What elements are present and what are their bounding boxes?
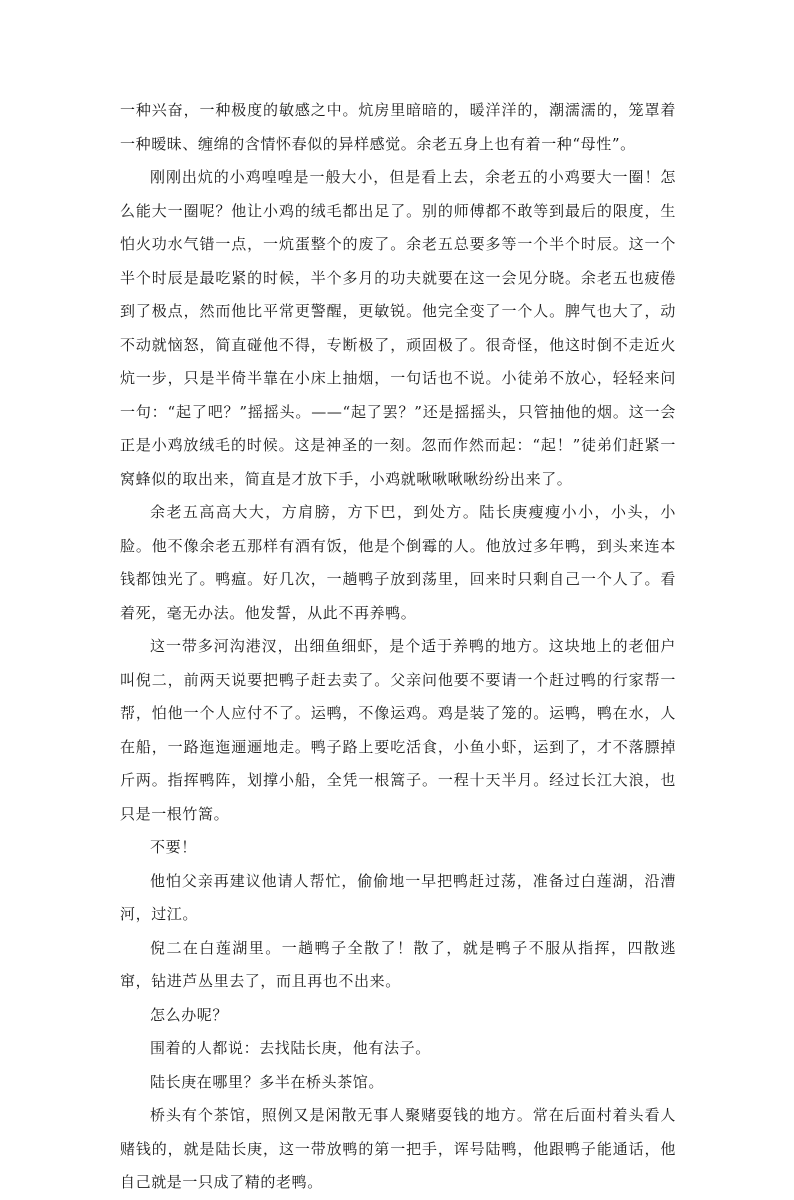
document-body (120, 94, 676, 1200)
paragraph-1: 一种兴奋，一种极度的敏感之中。炕房里暗暗的，暖洋洋的，潮濡濡的，笼罩着一种暧昧、缠绵的含情怀春似的异样感觉。余老五身上也有着一种“母性”。 (120, 101, 676, 153)
paragraph-8: 怎么办呢？ (150, 1005, 229, 1024)
paragraph-6: 他怕父亲再建议他请人帮忙，偷偷地一早把鸭赶过荡，准备过白莲湖，沿漕河，过江。 (120, 871, 676, 923)
paragraph-2: 刚刚出炕的小鸡喤喤是一般大小，但是看上去，余老五的小鸡要大一圈！怎么能大一圈呢？他让小鸡的绒毛都出足了。别的师傅都不敢等到最后的限度，生怕火功水气错一点，一炕蛋整个的废了。余老五总要多等一个半个时辰。这一个半个时辰是最吃紧的时候，半个多月的功夫就要在这一会见分晓。余老五也疲倦到了极点，然而他比平常更警醒，更敏锐。他完全变了一个人。脾气也大了，动不动就恼怒，简直碰他不得，专断极了，顽固极了。很奇怪，他这时倒不走近火炕一步，只是半倚半靠在小床上抽烟，一句话也不说。小徒弟不放心，轻轻来问一句：“起了吧？”摇摇头。——“起了罢？”还是摇摇头，只管抽他的烟。这一会正是小鸡放绒毛的时候。这是神圣的一刻。忽而作然而起：“起！”徒弟们赶紧一窝蜂似的取出来，简直是才放下手，小鸡就啾啾啾啾纷纷出来了。 (120, 168, 676, 488)
paragraph-11: 桥头有个茶馆，照例又是闲散无事人聚赌耍钱的地方。常在后面村着头看人赌钱的，就是陆长庚，这一带放鸭的第一把手，诨号陆鸭，他跟鸭子能通话，他自己就是一只成了精的老鸭。 (120, 1106, 676, 1191)
paragraph-10: 陆长庚在哪里？多半在桥头茶馆。 (150, 1072, 385, 1091)
paragraph-9: 围着的人都说：去找陆长庚，他有法子。 (150, 1039, 431, 1057)
paragraph-5: 不要！ (150, 838, 197, 856)
paragraph-3: 余老五高高大大，方肩膀，方下巴，到处方。陆长庚瘦瘦小小，小头，小脸。他不像余老五那样有酒有饭，他是个倒霉的人。他放过多年鸭，到头来连本钱都蚀光了。鸭瘟。好几次，一趟鸭子放到荡里，回来时只剩自己一个人了。看着死，毫无办法。他发誓，从此不再养鸭。 (120, 503, 676, 622)
paragraph-7: 倪二在白莲湖里。一趟鸭子全散了！散了，就是鸭子不服从指挥，四散逃窜，钻进芦丛里去了，而且再也不出来。 (120, 938, 676, 990)
paragraph-4: 这一带多河沟港汊，出细鱼细虾，是个适于养鸭的地方。这块地上的老佃户叫倪二，前两天说要把鸭子赶去卖了。父亲问他要不要请一个赶过鸭的行家帮一帮，怕他一个人应付不了。运鸭，不像运鸡。鸡是装了笼的。运鸭，鸭在水，人在船，一路迤迤逦逦地走。鸭子路上要吃活食，小鱼小虾，运到了，才不落膘掉斤两。指挥鸭阵，划撑小船，全凭一根篙子。一程十天半月。经过长江大浪，也只是一根竹篙。 (120, 637, 676, 823)
